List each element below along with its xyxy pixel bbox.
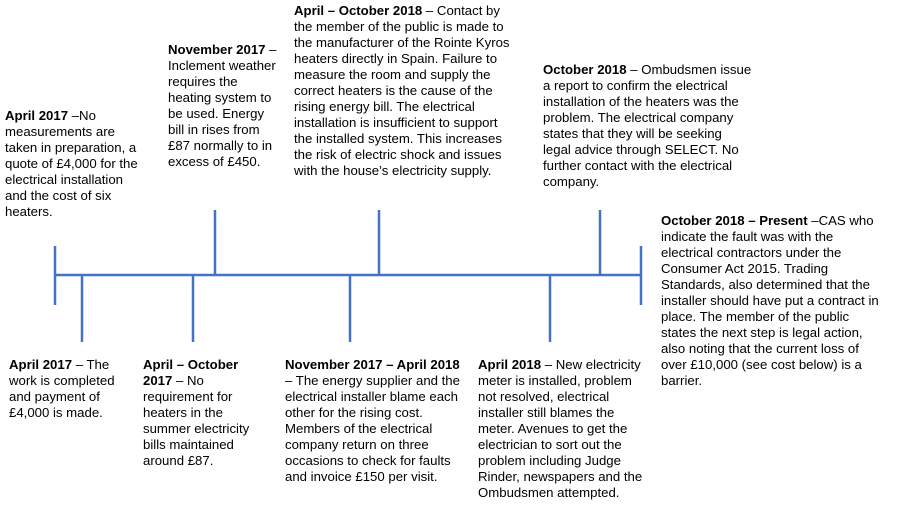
event-apr-oct-2018: April – October 2018 – Contact by the member of the public is made to the manufacturer of the Rointe Kyros heaters directly in Spain. Failure to measure the room and supply the correct heaters is the cause of the rising energy bill. The electrical installation is insufficient to support the installed system. This increases the risk of electric shock and issues with the house’s electricity supply. bbox=[294, 3, 510, 178]
event-apr-2017-complete: April 2017 – The work is completed and payment of £4,000 is made. bbox=[9, 357, 115, 420]
event-oct-2018-present: October 2018 – Present –CAS who indicate the fault was with the electrical contractors under the Consumer Act 2015. Trading Standards, also determined that the installer should have put a contract in place. The member of the public states the next step is legal action, also noting that the current loss of over £10,000 (see cost below) is a barrier. bbox=[661, 213, 879, 388]
event-apr-2017-quote: April 2017 –No measurements are taken in preparation, a quote of £4,000 for the electrical installation and the cost of six heaters. bbox=[5, 108, 138, 219]
event-nov-2017-apr-2018: November 2017 – April 2018 – The energy supplier and the electrical installer blame each other for the rising cost. Members of the electrical company return on three occasions to check for faults and invoice £150 per visit. bbox=[285, 357, 460, 484]
event-nov-2017: November 2017 – Inclement weather requires the heating system to be used. Energy bill in rises from £87 normally to in excess of £450. bbox=[168, 42, 277, 169]
event-apr-oct-2017: April – October 2017 – No requirement for heaters in the summer electricity bills maintained around £87. bbox=[143, 357, 250, 468]
event-apr-2018: April 2018 – New electricity meter is installed, problem not resolved, electrical installer still blames the meter. Avenues to get the electrician to sort out the problem including Judge Rinder, newspapers and the Ombudsmen attempted. bbox=[478, 357, 643, 500]
event-oct-2018: October 2018 – Ombudsmen issue a report to confirm the electrical installation of the heaters was the problem. The electrical company states that they will be seeking legal advice through SELECT. No further contact with the electrical company. bbox=[543, 62, 752, 189]
